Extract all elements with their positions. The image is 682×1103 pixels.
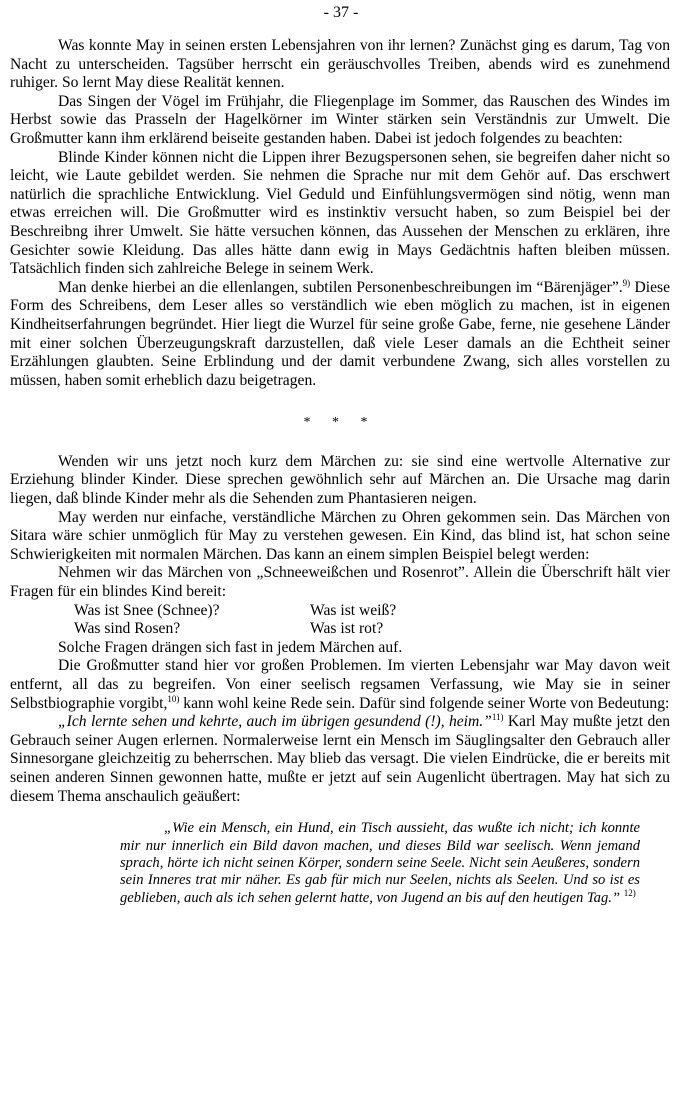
paragraph-ich-lernte: [10, 713, 670, 806]
footnote-ref-11: 11): [491, 712, 504, 722]
section-divider: * * *: [303, 415, 377, 431]
baerenjaeger-text-rest: Diese Form des Schreibens, dem Leser alles so verständlich wie eben möglich zu machen, ist in eigenen Kindheitserfahrungen begründet. Hier liegt die Wurzel für seine große Gabe, ferne, nie gesehene Länder mit einer solchen Überzeugungskraft darzustellen, daß viele Leser damals an die Echtheit seiner Erzählungen glaubten. Seine Erblindung und der damit verbundene Zwang, sich alles vorstellen zu müssen, haben somit erheblich dazu beigetragen.: [10, 278, 670, 389]
grossmutter-text-rest: kann wohl keine Rede sein. Dafür sind folgende seiner Worte von Bedeutung:: [179, 694, 670, 712]
paragraph-grossmutter: [10, 657, 670, 713]
quote-ich-lernte: „Ich lernte sehen und kehrte, auch im übrigen gesundend (!), heim.”: [58, 713, 492, 731]
paragraph-sitara: May werden nur einfache, verständliche Märchen zu Ohren gekommen sein. Das Märchen von Sitara wäre schier unmöglich für May zu verstehen gewesen. Ein Kind, das blind ist, hat schon seine Schwierigkeiten mit normalen Märchen. Das kann an einem simplen Beispiel belegt werden:: [10, 508, 670, 563]
question-right: Was ist weiß?: [310, 601, 397, 619]
questions-table: [74, 602, 396, 639]
block-quote-paragraph: [120, 820, 640, 907]
grossmutter-text: Die Großmutter stand hier vor großen Problemen. Im vierten Lebensjahr war May davon weit entfernt, all das zu begreifen. Von einer seelisch regsamen Verfassung, wie May sie in seiner Selbstbiographie vorgibt,: [10, 657, 670, 712]
question-row: [74, 602, 396, 621]
question-row: [74, 620, 396, 639]
paragraph-baerenjaeger: [10, 279, 670, 391]
question-left: Was ist Snee (Schnee)?: [74, 601, 220, 619]
page-number: - 37 -: [323, 4, 359, 21]
paragraph-umwelt: Das Singen der Vögel im Frühjahr, die Fliegenplage im Sommer, das Rauschen des Windes im Herbst sowie das Prasseln der Hagelkörner im Winter stärken sein Verständnis zur Umwelt. Die Großmutter kann ihm erklärend beiseite gestanden haben. Dabei ist jedoch folgendes zu beachten:: [10, 92, 670, 147]
question-left: Was sind Rosen?: [74, 620, 181, 638]
footnote-ref-9: 9): [622, 277, 631, 288]
baerenjaeger-text: Man denke hierbei an die ellenlangen, subtilen Personenbeschreibungen im “Bärenjäger”.: [58, 278, 623, 296]
block-quote: [120, 820, 640, 907]
paragraph-blinde-kinder: Blinde Kinder können nicht die Lippen ihrer Bezugspersonen sehen, sie begreifen daher nicht so leicht, wie Laute gebildet werden. Sie nehmen die Sprache nur mit dem Gehör auf. Das erschwert natürlich die sprachliche Entwicklung. Viel Geduld und Einfühlungsvermögen sind nötig, wenn man etwas erreichen will. Die Großmutter wird es instinktiv versucht haben, so zum Beispiel bei der Beschreibng ihrer Umwelt. Sie hätte versuchen können, das Aussehen der Menschen zu erklären, ihre Gesichter sowie Kleidung. Das alles hätte dann ewig in Mays Gedächtnis haften bleiben müssen. Tatsächlich finden sich zahlreiche Belege in seinem Werk.: [10, 148, 670, 278]
ich-lernte-text-rest: Karl May mußte jetzt den Gebrauch seiner Augen erlernen. Normalerweise lernt ein Mensch im Säuglingsalter den Gebrauch aller Sinnesorgane gleichzeitig zu beherrschen. May blieb das versagt. Die vielen Eindrücke, die er bereits mit seinen anderen Sinnen gewonnen hatte, mußte er jetzt auf sein Augenlicht übertragen. May hat sich zu diesem Thema anschaulich geäußert:: [10, 713, 670, 805]
paragraph-lebensjahre: Was konnte May in seinen ersten Lebensjahren von ihr lernen? Zunächst ging es darum, Tag von Nacht zu unterscheiden. Tagsüber herrscht ein geräuschvolles Treiben, abends wird es zunehmend ruhiger. So lernt May diese Realität kennen.: [10, 37, 670, 92]
block-quote-text: „Wie ein Mensch, ein Hund, ein Tisch aussieht, das wußte ich nicht; ich konnte mir nur innerlich ein Bild davon machen, und dieses Bild war seelisch. Wenn jemand sprach, hörte ich nicht seinen Körper, sondern seine Seele. Nicht sein Aeußeres, sondern sein Inneres trat mir näher. Es gab für mich nur Seelen, nichts als Seelen. Und so ist es geblieben, auch als ich sehen gelernt hatte, von Jugend an bis auf den heutigen Tag.”: [120, 820, 640, 906]
paragraph-schneeweisschen: Nehmen wir das Märchen von „Schneeweißchen und Rosenrot”. Allein die Überschrift hält vier Fragen für ein blindes Kind bereit:: [10, 564, 670, 601]
paragraph-maerchen: Wenden wir uns jetzt noch kurz dem Märchen zu: sie sind eine wertvolle Alternative zur Erziehung blinder Kinder. Diese sprechen gewöhnlich sehr auf Märchen an. Die Ursache mag darin liegen, daß blinde Kinder mehr als die Sehenden zum Phantasieren neigen.: [10, 452, 670, 508]
footnote-ref-10: 10): [167, 693, 180, 704]
footnote-ref-12: 12): [623, 887, 636, 898]
question-right: Was ist rot?: [310, 620, 384, 638]
document-body: [10, 37, 670, 907]
paragraph-solche-fragen: Solche Fragen drängen sich fast in jedem Märchen auf.: [58, 638, 403, 656]
